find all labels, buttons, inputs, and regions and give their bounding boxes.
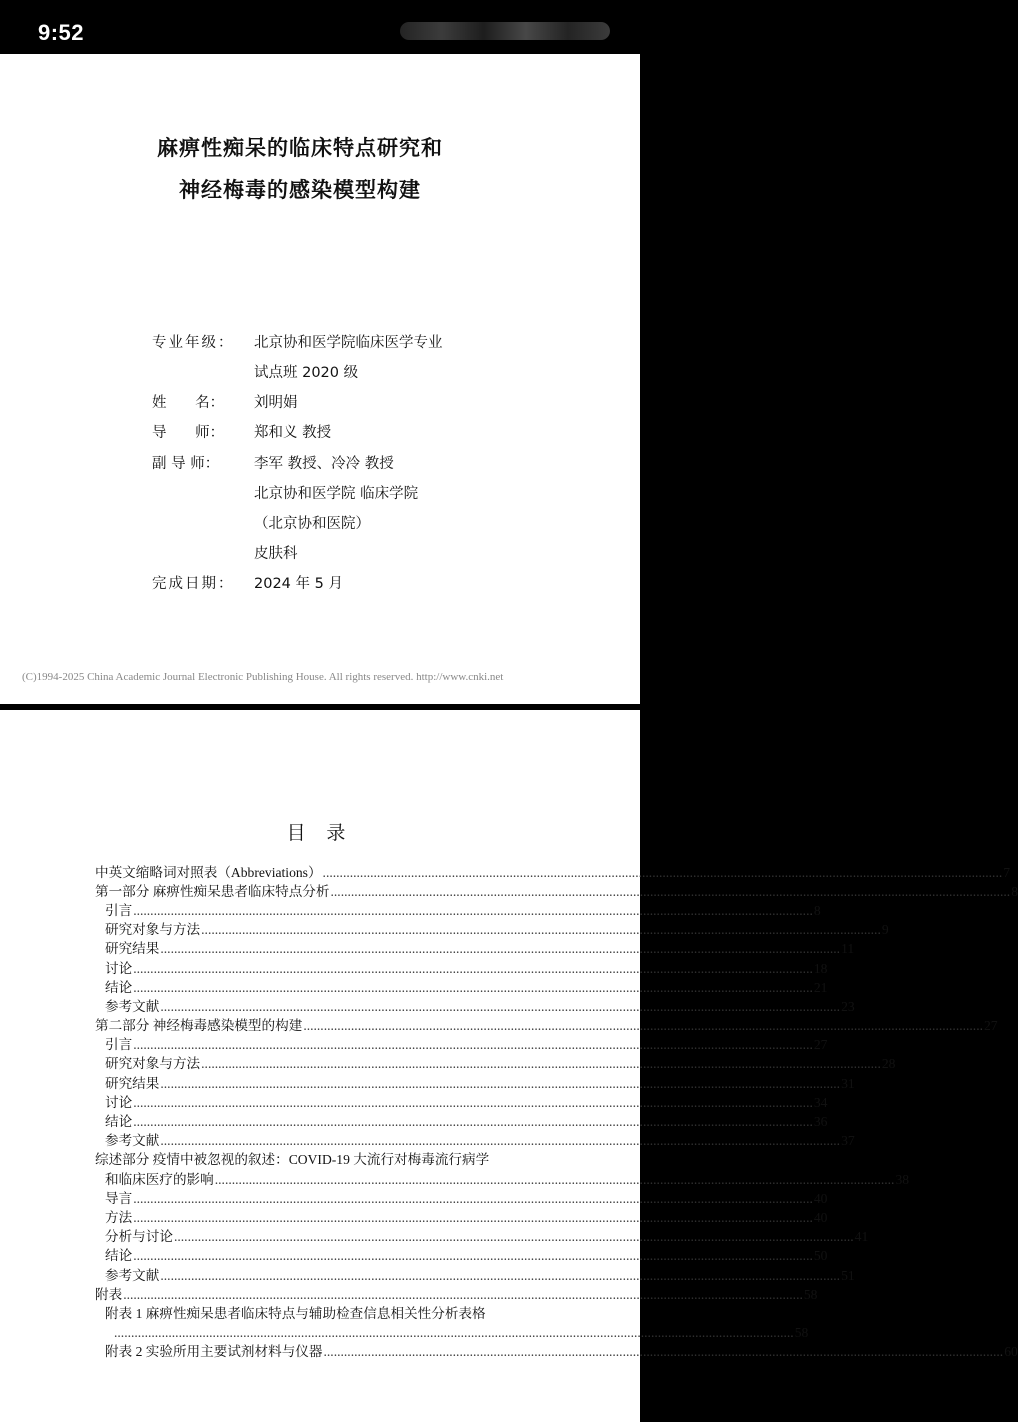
toc-entry-page: 31 (841, 1075, 855, 1091)
toc-entry-label: 中英文缩略词对照表（Abbreviations） (95, 864, 322, 880)
field-value: 李军 教授、冷冷 教授 (254, 456, 394, 472)
toc-entry[interactable] (95, 994, 855, 1014)
toc-entry-label: 分析与讨论 (105, 1229, 173, 1245)
toc-entry-page: 9 (881, 922, 889, 938)
toc-leader-dots: ........................................................................................................................................................................................................ (133, 1094, 813, 1110)
toc-leader-dots: ........................................................................................................................................................................................................ (133, 902, 813, 918)
toc-entry-label: 附表 1 麻痹性痴呆患者临床特点与辅助检查信息相关性分析表格 (105, 1305, 486, 1321)
status-bar (0, 0, 640, 54)
toc-entry-page: 28 (881, 1056, 896, 1072)
toc-entry-page: 40 (813, 1209, 828, 1225)
toc-entry-label: 综述部分 疫情中被忽视的叙述：COVID-19 大流行对梅毒流行病学 (95, 1152, 490, 1168)
toc-entry[interactable] (95, 918, 889, 938)
toc-entry-label: 引言 (105, 902, 133, 918)
toc-entry-label: 结论 (105, 979, 133, 995)
toc-entry-label: 和临床医疗的影响 (105, 1171, 214, 1187)
toc-entry-page: 11 (841, 941, 855, 957)
toc-leader-dots: ........................................................................................................................................................................................................ (160, 998, 841, 1014)
toc-entry-page: 51 (841, 1267, 855, 1283)
toc-heading: 目 录 (286, 823, 354, 844)
toc-leader-dots: ........................................................................................................................................................................................................ (133, 1190, 813, 1206)
toc-entry[interactable] (95, 1014, 998, 1034)
copyright-notice: (C)1994-2025 China Academic Journal Electronic Publishing House. All rights reserved. http://www.cnki.net (22, 671, 504, 683)
thesis-title-line2: 神经梅毒的感染模型构建 (179, 178, 421, 202)
toc-entry[interactable] (95, 1071, 855, 1091)
status-time: 9:52 (38, 20, 85, 45)
toc-entry-label: 方法 (105, 1209, 133, 1225)
toc-leader-dots: ........................................................................................................................................................................................................ (133, 1209, 813, 1225)
toc-entry-label: 研究对象与方法 (105, 922, 201, 938)
toc-leader-dots: ........................................................................................................................................................................................................ (322, 864, 1003, 880)
toc-entry-label: 结论 (105, 1248, 133, 1264)
toc-entry[interactable] (95, 1129, 855, 1149)
field-value: （北京协和医院） (254, 516, 370, 532)
toc-entry[interactable] (95, 879, 1018, 899)
field-value: 北京协和医学院临床医学专业 (254, 335, 443, 351)
toc-entry[interactable] (95, 898, 821, 918)
toc-leader-dots: ........................................................................................................................................................................................................ (133, 960, 813, 976)
toc-entry-page: 41 (854, 1229, 869, 1245)
toc-entry[interactable] (95, 1263, 855, 1283)
toc-entry[interactable] (95, 1167, 910, 1187)
toc-entry[interactable] (95, 860, 1011, 880)
toc-entry-label: 参考文献 (105, 998, 160, 1014)
toc-entry-label: 引言 (105, 1037, 133, 1053)
toc-entry[interactable] (95, 1301, 531, 1320)
toc-entry-label: 参考文献 (105, 1133, 160, 1149)
toc-entry-label: 第二部分 神经梅毒感染模型的构建 (95, 1018, 303, 1034)
toc-entry-label: 研究结果 (105, 1075, 160, 1091)
toc-leader-dots: ........................................................................................................................................................................................................ (114, 1325, 794, 1341)
toc-entry[interactable] (95, 1109, 828, 1130)
field-key: 姓 名： (152, 395, 225, 411)
toc-leader-dots: ........................................................................................................................................................................................................ (123, 1286, 803, 1302)
toc-entry[interactable] (95, 1340, 1018, 1360)
toc-leader-dots: ........................................................................................................................................................................................................ (173, 1229, 854, 1245)
toc-entry[interactable] (95, 1244, 828, 1264)
toc-entry-label: 研究结果 (105, 941, 160, 957)
field-value: 刘明娟 (254, 395, 298, 411)
toc-leader-dots: ........................................................................................................................................................................................................ (160, 1133, 841, 1149)
toc-entry-page: 38 (895, 1171, 910, 1187)
toc-entry[interactable] (95, 975, 828, 995)
toc-entry-page: 37 (841, 1133, 855, 1149)
toc-entry-label: 参考文献 (105, 1267, 160, 1283)
toc-entry[interactable] (95, 1033, 828, 1053)
toc-entry-page: 8 (813, 902, 821, 918)
toc-leader-dots: ........................................................................................................................................................................................................ (160, 941, 841, 957)
status-icons-blurred (400, 22, 610, 40)
toc-entry-label: 导言 (105, 1190, 133, 1206)
field-value: 2024 年 5 月 (254, 576, 343, 592)
toc-entry[interactable] (95, 1205, 828, 1225)
toc-leader-dots: ........................................................................................................................................................................................................ (133, 1248, 813, 1264)
toc-entry-page: 23 (841, 998, 855, 1014)
toc-entry-page: 7 (1003, 864, 1011, 880)
toc-entry[interactable] (95, 937, 855, 957)
field-value: 试点班 2020 级 (254, 365, 359, 381)
toc-entry-page: 27 (984, 1018, 998, 1034)
toc-entry[interactable] (95, 1225, 869, 1245)
toc-entry[interactable] (95, 1148, 531, 1167)
field-value: 皮肤科 (254, 546, 298, 562)
toc-leader-dots: ........................................................................................................................................................................................................ (214, 1171, 895, 1187)
field-key: 副 导 师： (152, 456, 220, 472)
toc-leader-dots: ........................................................................................................................................................................................................ (330, 883, 1011, 899)
toc-entry[interactable] (95, 1052, 896, 1072)
toc-entry-page: 60 (1004, 1344, 1018, 1360)
field-key: 完成日期： (152, 576, 235, 592)
toc-leader-dots: ........................................................................................................................................................................................................ (201, 922, 881, 938)
toc-entry[interactable] (95, 1321, 809, 1341)
toc-entry-page: 58 (803, 1286, 818, 1302)
toc-entry-label: 第一部分 麻痹性痴呆患者临床特点分析 (95, 883, 330, 899)
toc-entry-page: 36 (813, 1114, 828, 1130)
toc-entry-page: 18 (813, 960, 828, 976)
toc-entry-page: 50 (813, 1248, 828, 1264)
field-key: 导 师： (152, 425, 225, 441)
toc-entry-label: 研究对象与方法 (105, 1056, 201, 1072)
toc-entry-page: 34 (813, 1094, 828, 1110)
field-key: 专业年级： (152, 335, 235, 351)
toc-leader-dots: ........................................................................................................................................................................................................ (133, 1114, 813, 1130)
toc-leader-dots: ........................................................................................................................................................................................................ (160, 1267, 841, 1283)
toc-entry-label: 讨论 (105, 960, 133, 976)
toc-leader-dots: ........................................................................................................................................................................................................ (201, 1056, 881, 1072)
cover-page[interactable] (0, 54, 640, 704)
toc-entry-page: 8 (1011, 883, 1018, 899)
toc-entry-page: 58 (794, 1325, 809, 1341)
toc-list (95, 860, 1018, 1360)
toc-entry-label: 附表 2 实验所用主要试剂材料与仪器 (105, 1344, 323, 1360)
toc-leader-dots: ........................................................................................................................................................................................................ (133, 979, 813, 995)
toc-leader-dots: ........................................................................................................................................................................................................ (160, 1075, 841, 1091)
toc-entry[interactable] (95, 1282, 818, 1302)
toc-entry[interactable] (95, 1186, 828, 1206)
toc-entry[interactable] (95, 956, 828, 976)
toc-entry-page: 27 (813, 1037, 828, 1053)
toc-leader-dots: ........................................................................................................................................................................................................ (323, 1344, 1004, 1360)
toc-leader-dots: ........................................................................................................................................................................................................ (133, 1037, 813, 1053)
toc-entry-page: 21 (813, 979, 828, 995)
toc-entry-label: 附表 (95, 1286, 123, 1302)
toc-entry-label: 结论 (105, 1114, 133, 1130)
toc-entry-label: 讨论 (105, 1094, 133, 1110)
field-value: 郑和义 教授 (254, 425, 332, 441)
field-value: 北京协和医学院 临床学院 (254, 486, 419, 502)
toc-entry[interactable] (95, 1090, 828, 1110)
toc-page[interactable] (0, 710, 1018, 1422)
toc-leader-dots: ........................................................................................................................................................................................................ (303, 1018, 983, 1034)
toc-entry-page: 40 (813, 1190, 828, 1206)
thesis-title-line1: 麻痹性痴呆的临床特点研究和 (157, 136, 443, 160)
